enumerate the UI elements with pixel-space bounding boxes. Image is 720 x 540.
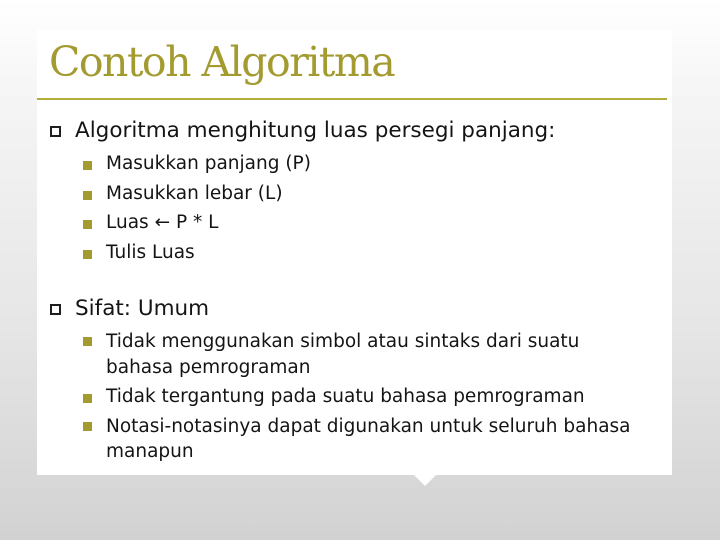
sub-bullet-text: Tulis Luas bbox=[106, 241, 195, 263]
sub-bullet-text: Masukkan lebar (L) bbox=[106, 182, 283, 204]
sub-bullet-write-area bbox=[48, 238, 672, 268]
bullet-properties bbox=[48, 291, 672, 327]
hollow-square-bullet-icon bbox=[50, 304, 61, 315]
sub-bullet-input-length bbox=[48, 149, 672, 179]
filled-square-bullet-icon bbox=[83, 161, 92, 170]
filled-square-bullet-icon bbox=[83, 422, 92, 431]
sub-bullet-list bbox=[48, 327, 672, 467]
slide-title: Contoh Algoritma bbox=[49, 38, 395, 86]
filled-square-bullet-icon bbox=[83, 220, 92, 229]
sub-bullet-text-line: Tidak menggunakan simbol atau sintaks dari suatu bbox=[106, 331, 580, 352]
filled-square-bullet-icon bbox=[83, 250, 92, 259]
sub-bullet-text-line: manapun bbox=[106, 441, 194, 462]
bullet-list bbox=[48, 113, 672, 467]
sub-bullet-group-algorithm bbox=[48, 149, 672, 267]
title-divider bbox=[37, 98, 667, 100]
panel-pointer-decoration bbox=[414, 475, 436, 486]
bullet-text: Sifat: Umum bbox=[75, 296, 210, 321]
sub-bullet-text: Masukkan panjang (P) bbox=[106, 153, 311, 174]
sub-bullet-text: Luas ← P * L bbox=[106, 212, 219, 233]
sub-bullet-language-independent bbox=[48, 382, 672, 412]
sub-bullet-text-line: Notasi-notasinya dapat digunakan untuk seluruh bahasa bbox=[106, 415, 631, 437]
filled-square-bullet-icon bbox=[83, 394, 92, 403]
filled-square-bullet-icon bbox=[83, 337, 92, 346]
sub-bullet-input-width bbox=[48, 179, 672, 209]
sub-bullet-group-properties bbox=[48, 327, 672, 467]
filled-square-bullet-icon bbox=[83, 191, 92, 200]
sub-bullet-list bbox=[48, 149, 672, 267]
hollow-square-bullet-icon bbox=[50, 126, 61, 137]
sub-bullet-text: Tidak tergantung pada suatu bahasa pemrograman bbox=[106, 386, 585, 407]
bullet-text: Algoritma menghitung luas persegi panjang: bbox=[75, 118, 556, 143]
sub-bullet-no-syntax bbox=[48, 327, 672, 382]
sub-bullet-compute-area bbox=[48, 208, 672, 238]
bullet-algorithm bbox=[48, 113, 672, 149]
sub-bullet-universal-notation bbox=[48, 412, 672, 467]
sub-bullet-text-line: bahasa pemrograman bbox=[106, 356, 311, 378]
